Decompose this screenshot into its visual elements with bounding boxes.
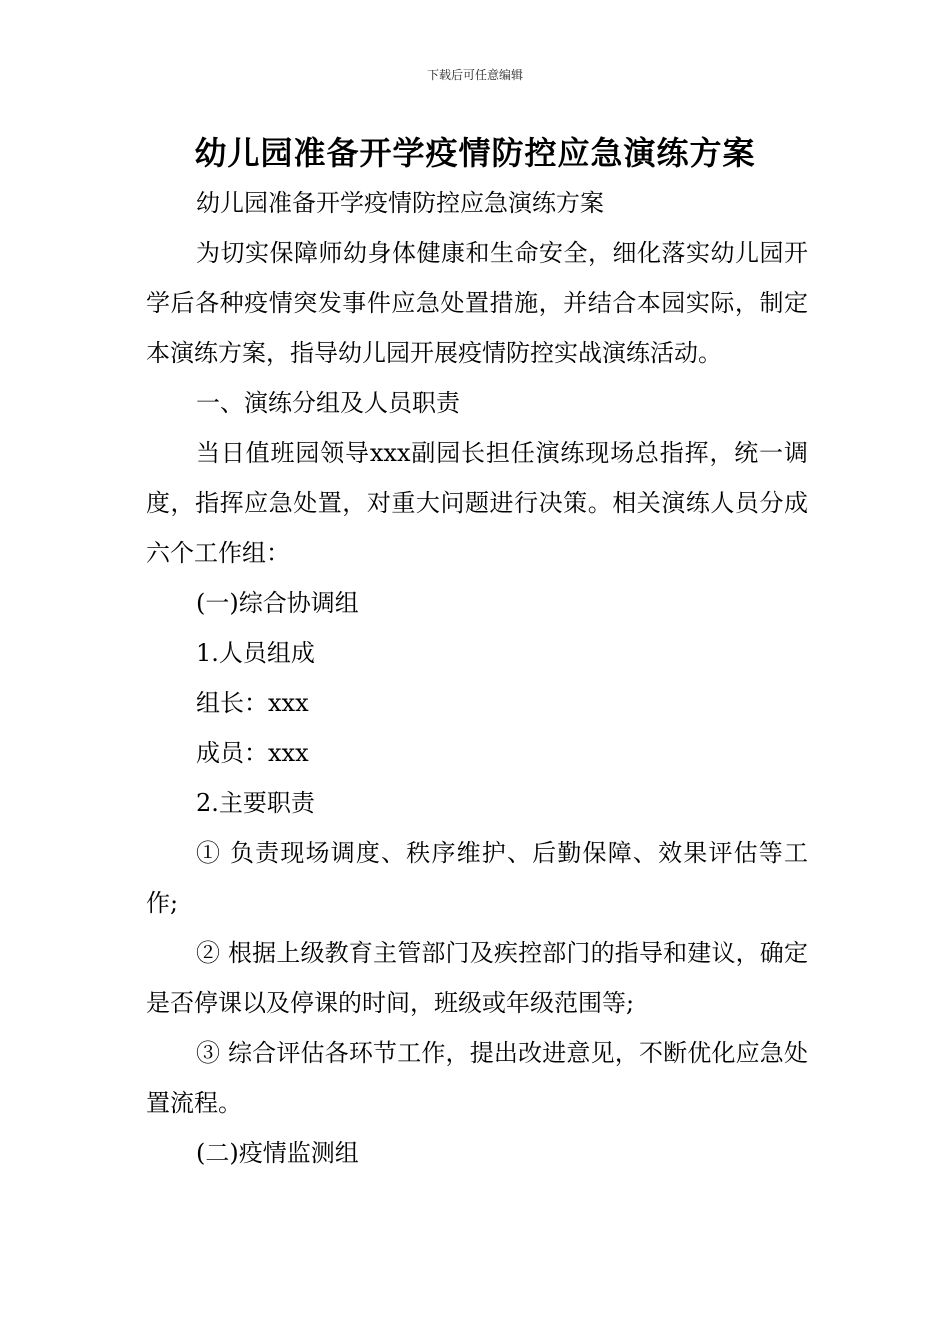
group-leader-line: 组长：xxx — [196, 689, 309, 717]
group-members-line: 成员：xxx — [196, 739, 309, 767]
duty-item-3: ③ 综合评估各环节工作，提出改进意见，不断优化应急处置流程。 — [146, 1039, 808, 1117]
document-body — [146, 178, 808, 1178]
duty-item-2: ② 根据上级教育主管部门及疾控部门的指导和建议，确定是否停课以及停课的时间，班级或年级范围等; — [146, 939, 808, 1017]
page-header-note: 下载后可任意编辑 — [426, 68, 523, 82]
document-title: 幼儿园准备开学疫情防控应急演练方案 — [194, 134, 756, 172]
group-heading-2: (二)疫情监测组 — [196, 1139, 359, 1167]
members-heading: 1.人员组成 — [196, 639, 315, 667]
commander-paragraph: 当日值班园领导xxx副园长担任演练现场总指挥，统一调度，指挥应急处置，对重大问题进行决策。相关演练人员分成六个工作组： — [146, 439, 808, 567]
group-heading-1: (一)综合协调组 — [196, 589, 359, 617]
duty-item-1: ① 负责现场调度、秩序维护、后勤保障、效果评估等工作; — [146, 839, 808, 917]
subtitle-paragraph: 幼儿园准备开学疫情防控应急演练方案 — [196, 189, 604, 217]
duties-heading: 2.主要职责 — [196, 789, 315, 817]
intro-paragraph: 为切实保障师幼身体健康和生命安全，细化落实幼儿园开学后各种疫情突发事件应急处置措施，并结合本园实际，制定本演练方案，指导幼儿园开展疫情防控实战演练活动。 — [146, 239, 808, 367]
section-heading-1: 一、演练分组及人员职责 — [196, 389, 460, 417]
